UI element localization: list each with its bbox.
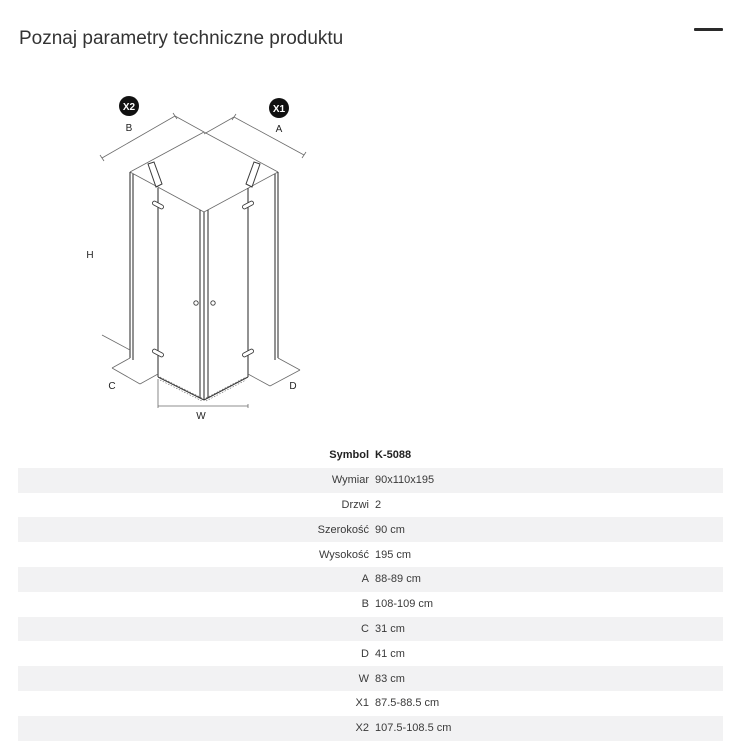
table-row	[18, 542, 723, 567]
spec-label: Symbol	[329, 449, 369, 462]
specs-table	[18, 443, 723, 741]
table-row	[18, 592, 723, 617]
spec-value: 41 cm	[375, 647, 405, 660]
b-label: B	[125, 123, 133, 134]
w-label: W	[196, 411, 206, 422]
spec-label: Szerokość	[317, 523, 369, 536]
spec-value: 195 cm	[375, 548, 412, 561]
spec-value: 83 cm	[375, 672, 405, 685]
spec-value: 90x110x195	[375, 474, 435, 487]
spec-label: D	[361, 647, 369, 660]
table-row	[18, 617, 723, 642]
spec-label: Wysokość	[318, 548, 369, 561]
table-row	[18, 468, 723, 493]
spec-value: 31 cm	[375, 622, 405, 635]
spec-label: W	[358, 672, 369, 685]
specs-header-row	[18, 443, 723, 468]
spec-value: 2	[375, 498, 382, 511]
spec-label: X1	[355, 697, 369, 710]
spec-label: X2	[355, 722, 369, 735]
a-label: A	[275, 124, 283, 135]
c-label: C	[108, 381, 116, 392]
spec-label: Wymiar	[331, 474, 369, 487]
x1-badge	[269, 98, 289, 118]
spec-value: 90 cm	[375, 523, 405, 536]
d-label: D	[289, 381, 297, 392]
section-title: Poznaj parametry techniczne produktu	[19, 28, 344, 49]
spec-value: 88-89 cm	[375, 573, 421, 586]
table-row	[18, 716, 723, 741]
table-row	[18, 517, 723, 542]
table-row	[18, 493, 723, 518]
table-row	[18, 691, 723, 716]
x1-label: X1	[272, 104, 286, 115]
shower-cabin-drawing	[82, 92, 322, 428]
table-row	[18, 666, 723, 691]
table-row	[18, 567, 723, 592]
h-label: H	[86, 250, 94, 261]
shower-dimension-diagram	[82, 92, 322, 428]
spec-value: 87.5-88.5 cm	[375, 697, 440, 710]
spec-value: 108-109 cm	[375, 598, 434, 611]
spec-label: Drzwi	[341, 498, 369, 511]
spec-label: A	[361, 573, 369, 586]
table-row	[18, 641, 723, 666]
spec-label: C	[361, 622, 369, 635]
spec-label: B	[361, 598, 369, 611]
spec-value: 107.5-108.5 cm	[375, 722, 452, 735]
x2-label: X2	[122, 102, 136, 113]
collapse-button[interactable]	[694, 21, 724, 37]
x2-badge	[119, 96, 139, 116]
minus-icon	[694, 28, 723, 31]
spec-value: K-5088	[375, 449, 412, 462]
